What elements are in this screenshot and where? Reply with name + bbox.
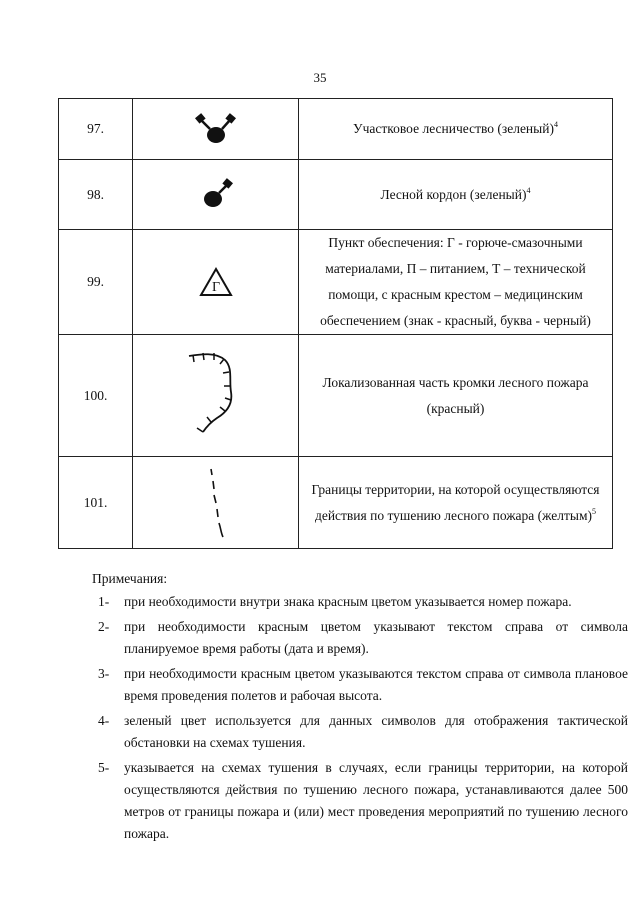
supply-point-icon — [198, 266, 234, 298]
note-item — [98, 757, 628, 845]
localized-fire-edge-icon — [181, 346, 251, 446]
description-text: Границы территории, на которой осуществляются действия по тушению лесного пожара (желтым) — [311, 481, 600, 523]
note-item — [98, 663, 628, 707]
note-marker: 1- — [98, 594, 110, 609]
forest-cordon-icon — [196, 177, 236, 213]
row-number: 99. — [59, 230, 133, 335]
table-row — [59, 457, 613, 549]
symbol-description — [299, 457, 613, 549]
row-number: 97. — [59, 99, 133, 160]
symbol-cell — [133, 99, 299, 160]
symbol-legend-table — [58, 98, 613, 549]
note-marker: 2- — [98, 619, 110, 634]
table-row — [59, 230, 613, 335]
symbol-description — [299, 335, 613, 457]
description-text: Лесной кордон (зеленый) — [380, 186, 527, 202]
note-item — [98, 710, 628, 754]
notes-title: Примечания: — [92, 571, 168, 586]
footnote-ref: 4 — [526, 185, 531, 195]
symbol-description — [299, 99, 613, 160]
footnote-ref: 5 — [592, 506, 597, 516]
note-item — [98, 616, 628, 660]
note-text: при необходимости красным цветом указывают текстом справа от символа планируемое время работы (дата и время). — [124, 619, 628, 656]
table-row — [59, 160, 613, 230]
table-row — [59, 335, 613, 457]
symbol-description — [299, 230, 613, 335]
notes-list — [98, 591, 628, 848]
symbol-cell — [133, 457, 299, 549]
note-text: при необходимости внутри знака красным цветом указывается номер пожара. — [124, 594, 572, 609]
note-marker: 3- — [98, 666, 110, 681]
page-number: 35 — [313, 70, 327, 85]
symbol-description — [299, 160, 613, 230]
symbol-cell — [133, 230, 299, 335]
note-marker: 4- — [98, 713, 110, 728]
description-text: Пункт обеспечения: Г - горюче-смазочными материалами, П – питанием, Т – технической помощи, с красным крестом – медицинским обеспечением (знак - красный, буква - черный) — [320, 235, 591, 328]
description-text: Локализованная часть кромки лесного пожара (красный) — [322, 374, 589, 416]
note-text: при необходимости красным цветом указываются текстом справа от символа плановое время проведения полетов и рабочая высота. — [124, 666, 628, 703]
footnote-ref: 4 — [553, 120, 558, 129]
note-marker: 5- — [98, 760, 110, 775]
note-item — [98, 591, 628, 613]
symbol-cell — [133, 160, 299, 230]
row-number: 101. — [59, 457, 133, 549]
note-text: зеленый цвет используется для данных символов для отображения тактической обстановки на схемах тушения. — [124, 713, 628, 750]
description-text: Участковое лесничество (зеленый) — [353, 121, 554, 136]
row-number: 100. — [59, 335, 133, 457]
forest-district-icon — [192, 109, 240, 149]
row-number: 98. — [59, 160, 133, 230]
symbol-cell — [133, 335, 299, 457]
territory-boundary-icon — [191, 463, 241, 543]
supply-letter: Г — [211, 280, 220, 295]
table-row — [59, 99, 613, 160]
note-text: указывается на схемах тушения в случаях, если границы территории, на которой осуществляются действия по тушению лесного пожара, устанавливаются далее 500 метров от границы пожара и (или) мест проведения мероприятий по тушению лесного пожара. — [124, 760, 628, 841]
